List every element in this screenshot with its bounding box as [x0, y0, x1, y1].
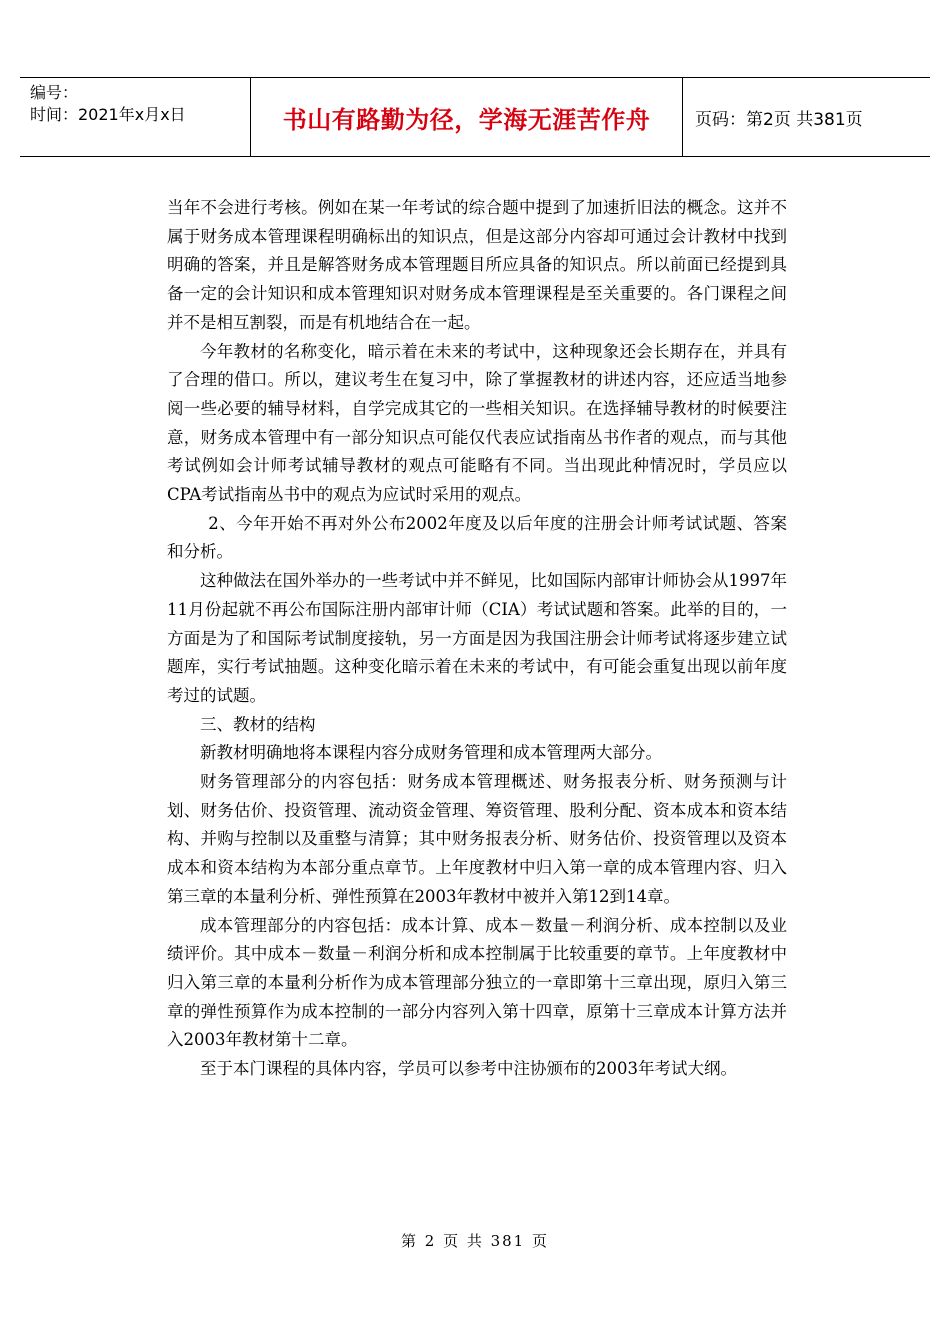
section-heading: 三、教材的结构 — [200, 714, 316, 734]
paragraph: 新教材明确地将本课程内容分成财务管理和成本管理两大部分。 — [200, 743, 662, 763]
paragraph: 2、今年开始不再对外公布2002年度及以后年度的注册会计师考试试题、答案和分析。 — [167, 513, 787, 562]
serial-number-label: 编号： — [30, 83, 79, 102]
paragraph: 财务管理部分的内容包括：财务成本管理概述、财务报表分析、财务预测与计划、财务估价、投资管理、流动资金管理、筹资管理、股利分配、资本成本和资本结构、并购与控制以及重整与清算；其中财务报表分析、财务估价、投资管理以及资本成本和资本结构为本部分重点章节。上年度教材中归入第一章的成本管理内容、归入第三章的本量利分析、弹性预算在2003年教材中被并入第12到14章。 — [167, 772, 787, 906]
header-motto: 书山有路勤为径，学海无涯苦作舟 — [251, 78, 683, 156]
document-body — [167, 194, 787, 1084]
paragraph: 成本管理部分的内容包括：成本计算、成本－数量－利润分析、成本控制以及业绩评价。其中成本－数量－利润分析和成本控制属于比较重要的章节。上年度教材中归入第三章的本量利分析作为成本管理部分独立的一章即第十三章出现，原归入第三章的弹性预算作为成本控制的一部分内容列入第十四章，原第十三章成本计算方法并入2003年教材第十二章。 — [167, 915, 787, 1050]
paragraph: 当年不会进行考核。例如在某一年考试的综合题中提到了加速折旧法的概念。这并不属于财务成本管理课程明确标出的知识点，但是这部分内容却可通过会计教材中找到明确的答案，并且是解答财务成本管理题目所应具备的知识点。所以前面已经提到具备一定的会计知识和成本管理知识对财务成本管理课程是至关重要的。各门课程之间并不是相互割裂，而是有机地结合在一起。 — [167, 198, 787, 332]
paragraph: 至于本门课程的具体内容，学员可以参考中注协颁布的2003年考试大纲。 — [200, 1059, 737, 1079]
page-header — [20, 77, 930, 157]
page-footer: 第 2 页 共 381 页 — [400, 1232, 549, 1250]
paragraph: 今年教材的名称变化，暗示着在未来的考试中，这种现象还会长期存在，并具有了合理的借口。所以，建议考生在复习中，除了掌握教材的讲述内容，还应适当地参阅一些必要的辅导材料，自学完成其它的一些相关知识。在选择辅导教材的时候要注意，财务成本管理中有一部分知识点可能仅代表应试指南丛书作者的观点，而与其他考试例如会计师考试辅导教材的观点可能略有不同。当出现此种情况时，学员应以CPA考试指南丛书中的观点为应试时采用的观点。 — [167, 341, 787, 505]
time-label: 时间：2021年x月x日 — [30, 105, 186, 124]
header-page-info: 页码：第2页 共381页 — [695, 109, 863, 130]
paragraph: 这种做法在国外举办的一些考试中并不鲜见，比如国际内部审计师协会从1997年11月份起就不再公布国际注册内部审计师（CIA）考试试题和答案。此举的目的，一方面是为了和国际考试制度接轨，另一方面是因为我国注册会计师考试将逐步建立试题库，实行考试抽题。这种变化暗示着在未来的考试中，有可能会重复出现以前年度考过的试题。 — [167, 571, 787, 705]
header-meta — [20, 78, 251, 156]
